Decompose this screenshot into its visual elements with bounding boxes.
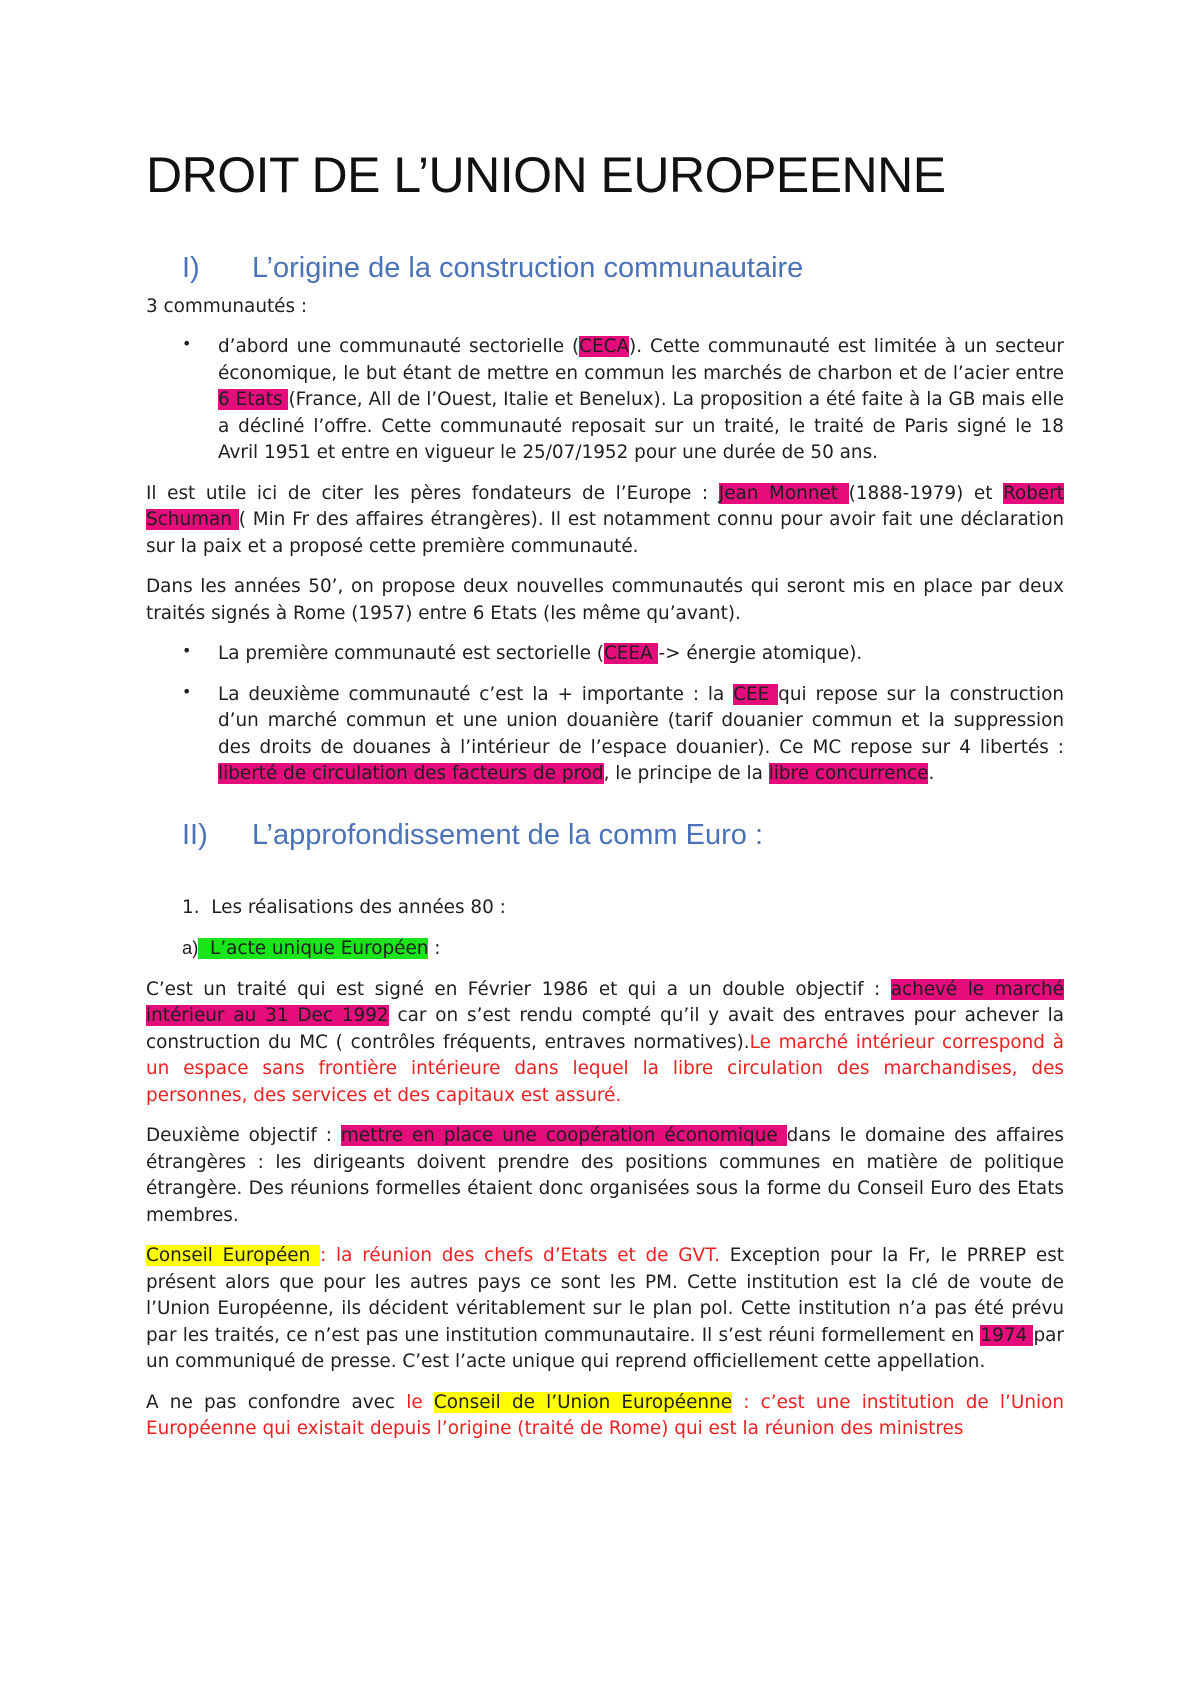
highlight: Conseil Européen bbox=[146, 1245, 321, 1267]
text-run: ). Cette communauté est limitée à un secteur économique, le but étant de mettre en commun les marchés de charbon et de l’acier entre bbox=[218, 336, 1064, 384]
text-run: d’abord une communauté sectorielle ( bbox=[218, 336, 580, 358]
text-run: qui repose sur la construction d’un marché commun et une union douanière (tarif douanier commun et la suppression des droits de douanes à l’intérieur de l’espace douanier). Ce MC repose sur 4 libertés : bbox=[218, 683, 1064, 758]
text-run: ( Min Fr des affaires étrangères). Il est notamment connu pour avoir fait une déclaration sur la paix et a proposé cette première communauté. bbox=[146, 509, 1064, 557]
sub-heading bbox=[146, 935, 1064, 963]
section-heading-2 bbox=[146, 818, 1064, 853]
text-run: (1888-1979) et bbox=[848, 482, 1004, 504]
text-run: -> énergie atomique). bbox=[658, 643, 863, 665]
text-run: par un communiqué de presse. C’est l’acte unique qui reprend officiellement cette appellation. bbox=[146, 1324, 1064, 1373]
bullet-text bbox=[218, 682, 1064, 788]
text-run: , le principe de la bbox=[603, 763, 769, 785]
highlight: 6 Etats bbox=[218, 389, 289, 411]
section-title: L’approfondissement de la comm Euro : bbox=[252, 818, 763, 851]
highlight: CEEA bbox=[603, 643, 659, 665]
text-run: : bbox=[428, 938, 441, 960]
highlight: Jean Monnet bbox=[718, 482, 849, 504]
highlight: 1974 bbox=[980, 1324, 1034, 1346]
bullet-item bbox=[146, 641, 1064, 668]
text-run: La deuxième communauté c’est la + importante : la bbox=[218, 683, 734, 705]
highlight: liberté de circulation des facteurs de prod bbox=[218, 763, 604, 785]
highlight: Conseil de l’Union Européenne bbox=[433, 1391, 733, 1413]
bullet-text bbox=[218, 334, 1064, 467]
paragraph bbox=[146, 481, 1064, 561]
text-run: Il est utile ici de citer les pères fondateurs de l’Europe : bbox=[146, 482, 719, 504]
highlight: mettre en place une coopération économique bbox=[340, 1125, 787, 1147]
red-text: Le marché intérieur correspond à un espace sans frontière intérieure dans lequel la libre circulation des marchandises, des personnes, des services et des capitaux est assuré. bbox=[146, 1031, 1064, 1106]
bullet-icon: • bbox=[182, 641, 192, 661]
section-heading-1 bbox=[146, 251, 1064, 286]
highlight: achevé le marché intérieur au 31 Dec 1992 bbox=[146, 978, 1064, 1027]
document-body bbox=[146, 148, 1064, 1443]
highlight: libre concurrence bbox=[768, 763, 929, 785]
highlight: L’acte unique Européen bbox=[198, 938, 429, 960]
paragraph bbox=[146, 1123, 1064, 1229]
paragraph bbox=[146, 977, 1064, 1110]
intro-text: 3 communautés : bbox=[146, 295, 308, 317]
paragraph: Dans les années 50’, on propose deux nouvelles communautés qui seront mis en place par deux traités signés à Rome (1957) entre 6 Etats (les même qu’avant). bbox=[146, 576, 1064, 624]
bullet-item bbox=[146, 682, 1064, 788]
bullet-icon: • bbox=[182, 681, 192, 701]
section-number: II) bbox=[182, 818, 208, 851]
text-run: . bbox=[928, 763, 935, 785]
text-run: Deuxième objectif : bbox=[146, 1125, 341, 1147]
sub-heading-label: a) bbox=[182, 937, 199, 959]
section-number: I) bbox=[182, 252, 200, 284]
paragraph bbox=[146, 1243, 1064, 1376]
bullet-icon: • bbox=[182, 334, 192, 354]
highlight: Robert Schuman bbox=[146, 482, 1065, 531]
highlight: CECA bbox=[579, 336, 630, 358]
text-run: car on s’est rendu compté qu’il y avait des entraves pour achever la construction du MC ( contrôles fréquents, entraves normatives). bbox=[146, 1005, 1065, 1053]
red-text: le bbox=[406, 1391, 434, 1413]
text-run: Exception pour la Fr, le PRREP est présent alors que pour les autres pays ce sont les PM. Cette institution est la clé de voute de l’Union Européenne, ils décident véritablement sur le plan pol. Cette institution n’a pas été prévu par les traités, ce n’est pas une institution communautaire. Il s’est réuni formellement en bbox=[146, 1245, 1064, 1346]
section-title: L’origine de la construction communautaire bbox=[252, 252, 804, 284]
red-text: : c’est une institution de l’Union Européenne qui existait depuis l’origine (traité de Rome) qui est la réunion des ministres bbox=[146, 1391, 1064, 1440]
bullet-text bbox=[218, 641, 1064, 668]
text-run: (France, All de l’Ouest, Italie et Benelux). La proposition a été faite à la GB mais elle a décliné l’offre. Cette communauté reposait sur un traité, le traité de Paris signé le 18 Avril 1951 et entre en vigueur le 25/07/1952 pour une durée de 50 ans. bbox=[218, 389, 1064, 464]
text-run: A ne pas confondre avec bbox=[146, 1391, 407, 1413]
text-run: La première communauté est sectorielle ( bbox=[218, 643, 604, 665]
text-run: dans le domaine des affaires étrangères : les dirigeants doivent prendre des positions communes en matière de politique étrangère. Des réunions formelles étaient donc organisées sous la forme du Conseil Euro des Etats membres. bbox=[146, 1125, 1064, 1226]
red-text: : la réunion des chefs d’Etats et de GVT. bbox=[320, 1245, 720, 1267]
text-run: C’est un traité qui est signé en Février 1986 et qui a un double objectif : bbox=[146, 978, 891, 1000]
bullet-item bbox=[146, 334, 1064, 467]
paragraph bbox=[146, 1390, 1064, 1443]
highlight: CEE bbox=[733, 683, 779, 705]
numbered-item: 1. Les réalisations des années 80 : bbox=[182, 896, 506, 918]
document-title: DROIT DE L’UNION EUROPEENNE bbox=[146, 147, 946, 203]
